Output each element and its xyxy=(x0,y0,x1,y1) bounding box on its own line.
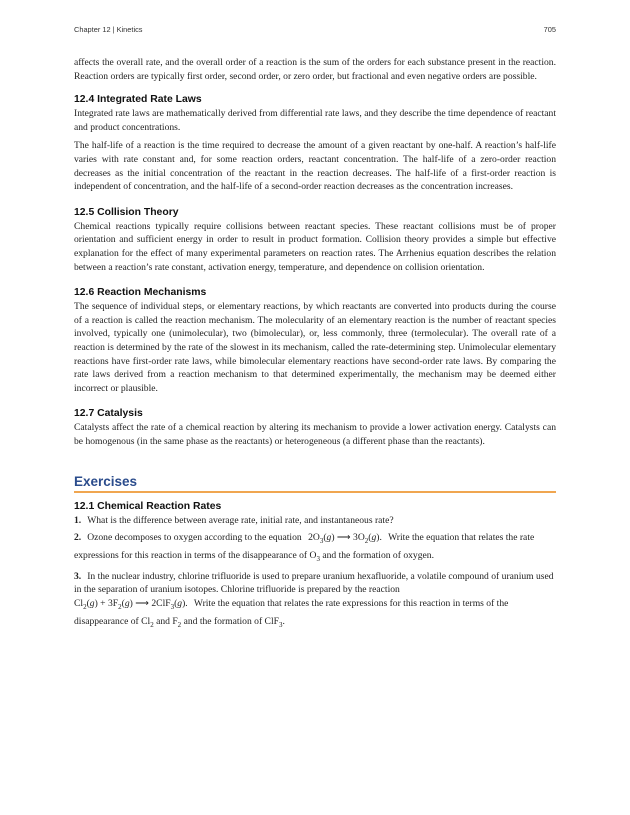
chemical-equation: $2O_3(g)$ ⟶ $3O_2(g)$. xyxy=(308,532,382,546)
exercise-question-3 xyxy=(74,570,556,633)
question-text: and F xyxy=(153,615,178,627)
exercises-title: Exercises xyxy=(74,474,556,493)
question-number: 2. xyxy=(74,532,82,544)
exercises-subheading: 12.1 Chemical Reaction Rates xyxy=(74,501,222,513)
exercise-question-1 xyxy=(74,514,556,528)
paragraph: The sequence of individual steps, or elementary reactions, by which reactants are converted into products during the course of a reaction is called the reaction mechanism. The molecularity of an elementary reaction is the number of reactant species involved, typically one (unimolecular), two (bimolecular), or, less commonly, three (termolecular). The overall rate of a reaction is determined by the rate of the slowest in its mechanism, called the rate-determining step. Unimolecular elementary reactions have first-order rate laws, while bimolecular elementary reactions have second-order rate laws. By comparing the rate laws derived from a reaction mechanism to that determined experimentally, the mechanism may be deemed either incorrect or plausible. xyxy=(74,301,556,394)
question-text: In the nuclear industry, chlorine trifluoride is used to prepare uranium hexafluoride, a volatile compound of uranium used in the separation of uranium isotopes. Chlorine trifluoride is prepared by the reaction xyxy=(74,570,554,596)
section-heading-reaction-mechanisms: 12.6 Reaction Mechanisms xyxy=(74,287,207,299)
question-number: 3. xyxy=(74,570,82,582)
paragraph: Chemical reactions typically require collisions between reactant species. These reactant collisions must be of proper orientation and sufficient energy in order to result in product formation. Collision theory provides a simple but effective explanation for the effect of many experimental parameters on reaction rates. The Arrhenius equation describes the relation between a reaction’s rate constant, activation energy, temperature, and dependence on collision orientation. xyxy=(74,220,556,273)
question-text: Write the equation that relates the rate expressions for this reaction in terms of the disappearance of O xyxy=(74,532,535,561)
subscript: 3 xyxy=(316,554,320,563)
question-text: Write the equation that relates the rate expressions for this reaction in terms of the disappearance of Cl xyxy=(74,598,509,627)
subscript: 2 xyxy=(177,620,182,629)
page-number: 705 xyxy=(543,25,556,34)
section-heading-catalysis: 12.7 Catalysis xyxy=(74,408,143,420)
question-text: Ozone decomposes to oxygen according to the equation xyxy=(87,532,302,544)
question-number: 1. xyxy=(74,515,82,527)
chapter-title: Chapter 12 | Kinetics xyxy=(74,25,143,34)
exercise-question-2 xyxy=(74,531,556,566)
chemical-equation: $Cl_2(g) + 3F_2(g)$ ⟶ 2ClF$_3$(g). xyxy=(74,598,188,612)
paragraph: The half-life of a reaction is the time required to decrease the amount of a given reactant by one-half. A reaction’s half-life varies with rate constant and, for some reaction orders, reactant concentration. The half-life of a zero-order reaction decreases as the initial concentration of the reactant in the reaction decreases. The half-life of a first-order reaction is independent of concentration, and the half-life of a second-order reaction decreases as the concentration increases. xyxy=(74,140,556,193)
subscript: 3 xyxy=(278,620,283,629)
question-text: . xyxy=(282,615,285,627)
page-content xyxy=(74,56,556,636)
intro-paragraph: affects the overall rate, and the overall order of a reaction is the sum of the orders for each substance present in the reaction. Reaction orders are typically first order, second order, or zero order, but fractional and even negative orders are possible. xyxy=(74,57,556,82)
subscript: 2 xyxy=(150,620,154,629)
paragraph: Catalysts affect the rate of a chemical reaction by altering its mechanism to provide a lower activation energy. Catalysts can be homogenous (in the same phase as the reactants) or heterogeneous (a different phase than the reactants). xyxy=(74,422,556,447)
paragraph: Integrated rate laws are mathematically derived from differential rate laws, and they describe the time dependence of reactant and product concentrations. xyxy=(74,108,556,133)
section-heading-collision-theory: 12.5 Collision Theory xyxy=(74,206,179,218)
question-text: and the formation of oxygen. xyxy=(319,549,434,561)
question-text: What is the difference between average rate, initial rate, and instantaneous rate? xyxy=(87,515,394,527)
page-header xyxy=(74,25,556,34)
section-heading-integrated-rate-laws: 12.4 Integrated Rate Laws xyxy=(74,94,202,106)
question-text: and the formation of ClF xyxy=(181,615,279,627)
